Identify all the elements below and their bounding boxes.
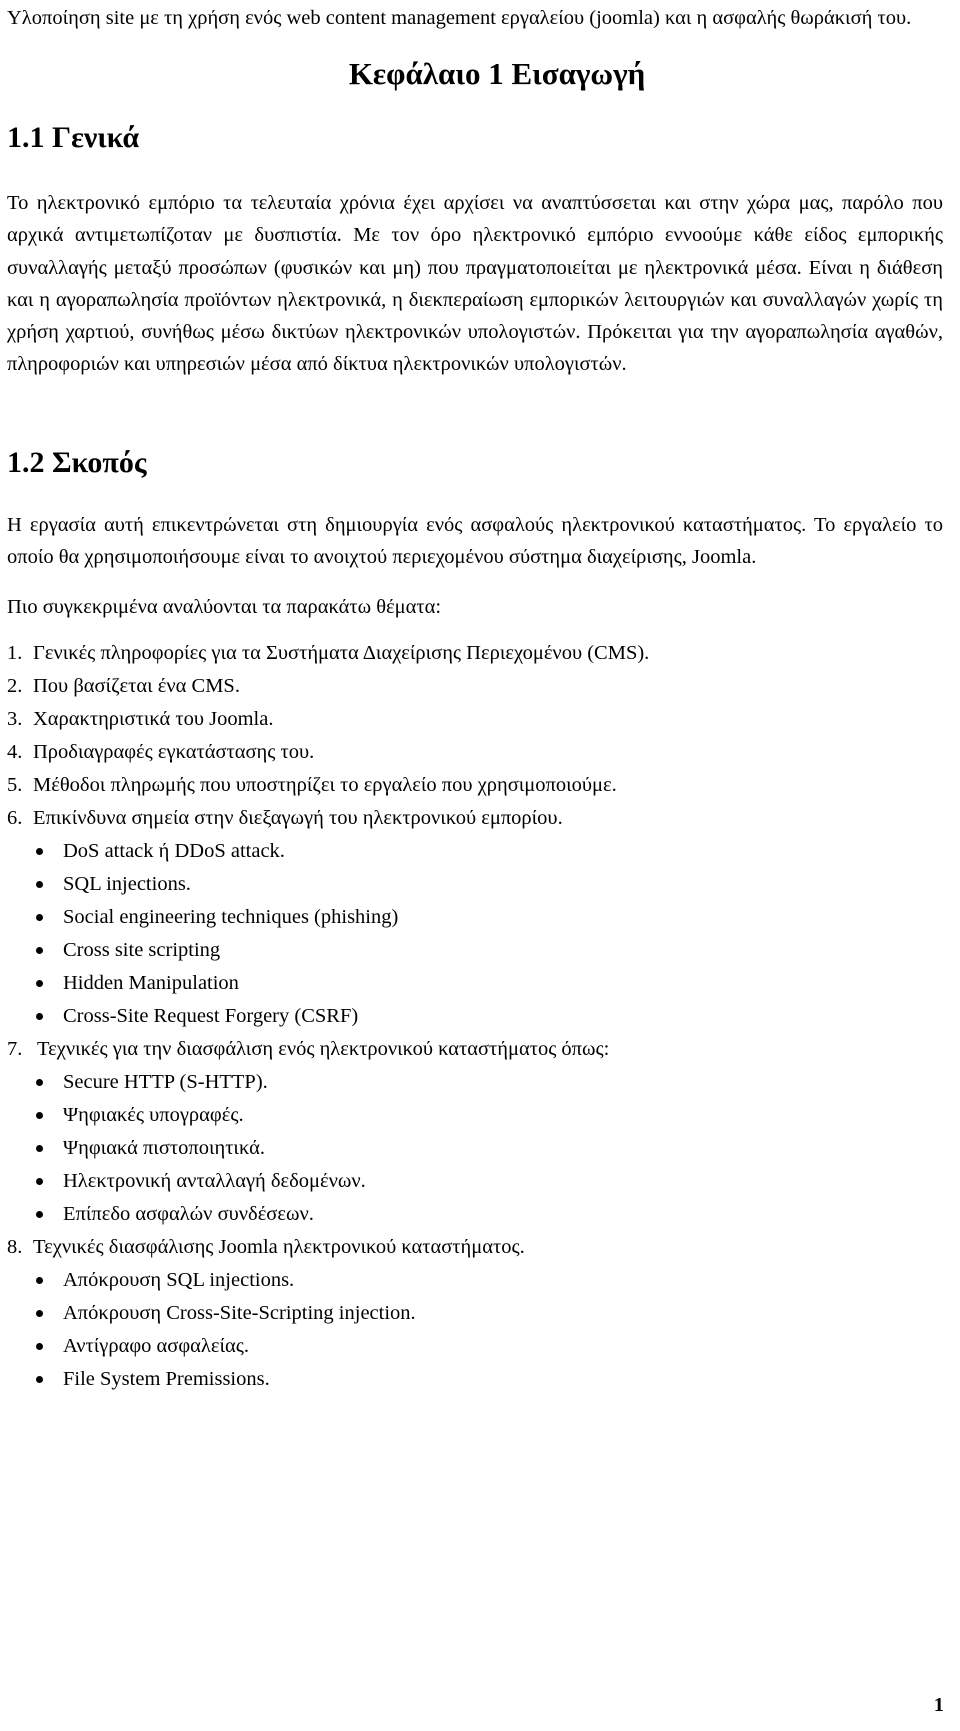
bullet-text: Αντίγραφο ασφαλείας. (63, 1334, 249, 1357)
item-number: 8. (7, 1235, 23, 1258)
bullet-icon (34, 1099, 63, 1132)
section-1-paragraph: Το ηλεκτρονικό εμπόριο τα τελευταία χρόνια έχει αρχίσει να αναπτύσσεται και στην χώρα μας, παρόλο που αρχικά αντιμετωπίζοταν με δυσπιστία. Με τον όρο ηλεκτρονικό εμπόριο εννοούμε κάθε είδος εμπορικής συναλλαγής μεταξύ προσώπων (φυσικών και μη) που πραγματοποιείται με ηλεκτρονικά μέσα. Είναι η διάθεση και η αγοραπωλησία προϊόντων ηλεκτρονικά, η διεκπεραίωση εμπορικών λειτουργιών και συναλλαγών χωρίς τη χρήση χαρτιού, συνήθως μέσω δικτύων ηλεκτρονικών υπολογιστών. Πρόκειται για την αγοραπωλησία αγαθών, πληροφοριών και υπηρεσιών μέσα από δίκτυα ηλεκτρονικών υπολογιστών. (7, 192, 943, 376)
document-page (7, 0, 947, 1396)
list-intro: Πιο συγκεκριμένα αναλύονται τα παρακάτω θέματα: (7, 596, 442, 619)
numbered-item (7, 1033, 947, 1066)
bullet-icon (34, 967, 63, 1000)
bullet-text: Απόκρουση SQL injections. (63, 1268, 295, 1291)
chapter-title: Κεφάλαιο 1 Εισαγωγή (348, 56, 646, 91)
numbered-item (7, 670, 947, 703)
section-2-paragraph: Η εργασία αυτή επικεντρώνεται στη δημιουργία ενός ασφαλούς ηλεκτρονικού καταστήματος. Το εργαλείο το οποίο θα χρησιμοποιήσουμε είναι το ανοιχτού περιεχομένου σύστημα διαχείρισης, Joomla. (7, 513, 943, 569)
bullet-item (7, 901, 947, 934)
bullet-item (7, 1330, 947, 1363)
bullet-text: Cross site scripting (63, 938, 221, 961)
item-number: 5. (7, 773, 23, 796)
item-number: 7. (7, 1037, 23, 1060)
bullet-icon (34, 835, 63, 868)
numbered-item (7, 1231, 947, 1264)
bullet-icon (34, 934, 63, 967)
bullet-item (7, 868, 947, 901)
bullet-text: DoS attack ή DDoS attack. (63, 839, 285, 862)
item-number: 6. (7, 806, 23, 829)
item-text: Τεχνικές διασφάλισης Joomla ηλεκτρονικού καταστήματος. (33, 1235, 525, 1258)
section-1-title: 1.1 Γενικά (7, 121, 140, 154)
bullet-item (7, 1066, 947, 1099)
bullet-icon (34, 868, 63, 901)
numbered-item (7, 703, 947, 736)
bullet-item (7, 1297, 947, 1330)
bullet-item (7, 1198, 947, 1231)
bullet-item (7, 967, 947, 1000)
bullet-text: Ηλεκτρονική ανταλλαγή δεδομένων. (63, 1169, 366, 1192)
numbered-item (7, 802, 947, 835)
numbered-item (7, 736, 947, 769)
item-text: Χαρακτηριστικά του Joomla. (33, 707, 274, 730)
item-text: Προδιαγραφές εγκατάστασης του. (33, 740, 315, 763)
bullet-icon (34, 1132, 63, 1165)
item-number: 2. (7, 674, 23, 697)
item-text: Γενικές πληροφορίες για τα Συστήματα Διαχείρισης Περιεχομένου (CMS). (33, 641, 650, 664)
bullet-text: Απόκρουση Cross-Site-Scripting injection. (63, 1301, 416, 1324)
bullet-item (7, 1363, 947, 1396)
numbered-item (7, 637, 947, 670)
bullet-text: Ψηφιακές υπογραφές. (63, 1103, 244, 1126)
bullet-icon (34, 1066, 63, 1099)
section-2-title: 1.2 Σκοπός (7, 445, 147, 479)
bullet-icon (34, 1165, 63, 1198)
item-number: 3. (7, 707, 23, 730)
page-number: 1 (933, 1694, 944, 1716)
item-text: Τεχνικές για την διασφάλιση ενός ηλεκτρονικού καταστήματος όπως: (37, 1037, 610, 1060)
bullet-icon (34, 901, 63, 934)
item-text: Που βασίζεται ένα CMS. (33, 674, 240, 697)
bullet-text: Cross-Site Request Forgery (CSRF) (63, 1004, 359, 1027)
bullet-item (7, 1000, 947, 1033)
bullet-text: Hidden Manipulation (63, 971, 239, 994)
item-text: Μέθοδοι πληρωμής που υποστηρίζει το εργαλείο που χρησιμοποιούμε. (33, 773, 617, 796)
running-header: Υλοποίηση site με τη χρήση ενός web content management εργαλείου (joomla) και η ασφαλής θωράκισή του. (7, 7, 912, 29)
bullet-text: Επίπεδο ασφαλών συνδέσεων. (63, 1202, 314, 1225)
bullet-text: SQL injections. (63, 872, 191, 895)
bullet-icon (34, 1297, 63, 1330)
bullet-text: Secure HTTP (S-HTTP). (63, 1070, 268, 1093)
bullet-item (7, 1264, 947, 1297)
bullet-text: Social engineering techniques (phishing) (63, 905, 399, 928)
bullet-icon (34, 1000, 63, 1033)
bullet-icon (34, 1330, 63, 1363)
bullet-text: Ψηφιακά πιστοποιητικά. (63, 1136, 265, 1159)
topic-list (7, 637, 947, 1396)
bullet-item (7, 1165, 947, 1198)
bullet-item (7, 934, 947, 967)
bullet-icon (34, 1363, 63, 1396)
bullet-item (7, 1132, 947, 1165)
bullet-icon (34, 1198, 63, 1231)
item-text: Επικίνδυνα σημεία στην διεξαγωγή του ηλεκτρονικού εμπορίου. (33, 806, 563, 829)
bullet-text: File System Premissions. (63, 1367, 270, 1390)
item-number: 4. (7, 740, 23, 763)
bullet-icon (34, 1264, 63, 1297)
bullet-item (7, 835, 947, 868)
bullet-item (7, 1099, 947, 1132)
numbered-item (7, 769, 947, 802)
item-number: 1. (7, 641, 23, 664)
